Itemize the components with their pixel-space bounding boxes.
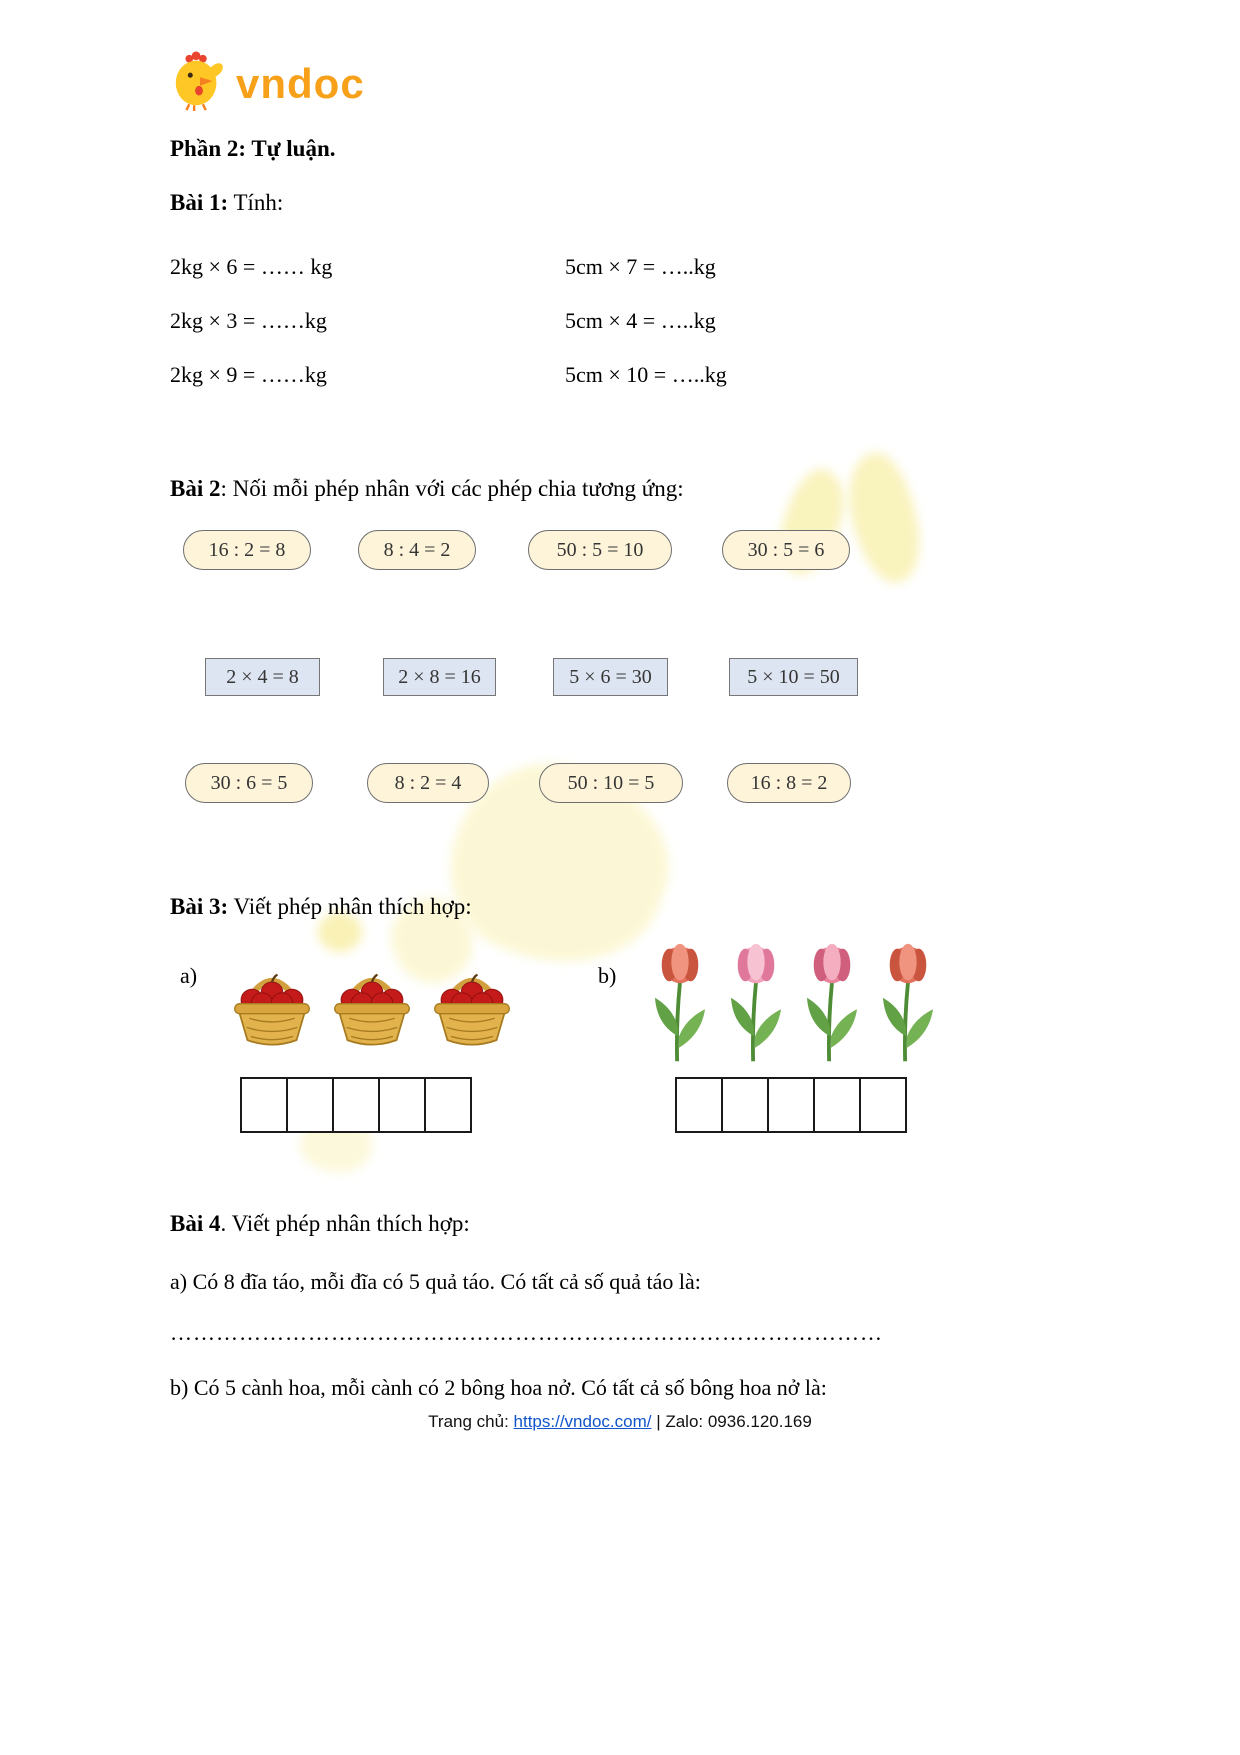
footer-suffix: | Zalo: 0936.120.169 bbox=[651, 1412, 812, 1431]
bai1-heading bbox=[170, 190, 283, 216]
multiplication-box: 2 × 4 = 8 bbox=[205, 658, 320, 696]
equation: 5cm × 7 = …..kg bbox=[565, 254, 716, 279]
division-pill: 8 : 2 = 4 bbox=[367, 763, 489, 803]
bai1-label: Bài 1: bbox=[170, 190, 229, 215]
answer-boxes-a bbox=[240, 1077, 470, 1133]
tulip-icon bbox=[873, 938, 943, 1073]
answer-box bbox=[240, 1077, 288, 1133]
apple-baskets-image bbox=[222, 942, 522, 1065]
bai4-heading bbox=[170, 1211, 470, 1237]
bai3-heading bbox=[170, 894, 472, 920]
answer-boxes-b bbox=[675, 1077, 905, 1133]
division-pill: 50 : 5 = 10 bbox=[528, 530, 672, 570]
answer-box bbox=[286, 1077, 334, 1133]
apple-basket-icon bbox=[422, 942, 522, 1065]
tulip-icon bbox=[797, 938, 867, 1073]
equation: 2kg × 3 = ……kg bbox=[170, 308, 327, 333]
apple-basket-icon bbox=[322, 942, 422, 1065]
division-pill: 8 : 4 = 2 bbox=[358, 530, 476, 570]
bai4-label: Bài 4 bbox=[170, 1211, 221, 1236]
division-pill: 30 : 5 = 6 bbox=[722, 530, 850, 570]
bai2-label: Bài 2 bbox=[170, 476, 221, 501]
item-a-label: a) bbox=[180, 963, 198, 988]
answer-line: ………………………………………………………………………………… bbox=[170, 1320, 883, 1345]
answer-box bbox=[721, 1077, 769, 1133]
section-title: Phần 2: Tự luận. bbox=[170, 136, 336, 161]
vndoc-logo bbox=[168, 50, 365, 117]
answer-box bbox=[859, 1077, 907, 1133]
equation: 2kg × 9 = ……kg bbox=[170, 362, 327, 387]
bai1-title: Tính: bbox=[228, 190, 284, 215]
division-pill: 16 : 2 = 8 bbox=[183, 530, 311, 570]
answer-box bbox=[378, 1077, 426, 1133]
chick-mascot-icon bbox=[168, 50, 230, 117]
footer-prefix: Trang chủ: bbox=[428, 1412, 514, 1431]
bai3-label: Bài 3: bbox=[170, 894, 229, 919]
division-pill: 30 : 6 = 5 bbox=[185, 763, 313, 803]
item-b-label: b) bbox=[598, 963, 617, 988]
tulip-icon bbox=[645, 938, 715, 1073]
equation: 2kg × 6 = …… kg bbox=[170, 254, 333, 279]
answer-box bbox=[767, 1077, 815, 1133]
equation: 5cm × 4 = …..kg bbox=[565, 308, 716, 333]
bai4-question-a: a) Có 8 đĩa táo, mỗi đĩa có 5 quả táo. Có tất cả số quả táo là: bbox=[170, 1269, 701, 1294]
division-pill: 50 : 10 = 5 bbox=[539, 763, 683, 803]
multiplication-box: 5 × 10 = 50 bbox=[729, 658, 858, 696]
bai4-title: . Viết phép nhân thích hợp: bbox=[220, 1211, 470, 1236]
multiplication-box: 5 × 6 = 30 bbox=[553, 658, 668, 696]
answer-box bbox=[675, 1077, 723, 1133]
answer-box bbox=[332, 1077, 380, 1133]
bai3-title: Viết phép nhân thích hợp: bbox=[228, 894, 472, 919]
tulip-icon bbox=[721, 938, 791, 1073]
bai4-question-b: b) Có 5 cành hoa, mỗi cành có 2 bông hoa nở. Có tất cả số bông hoa nở là: bbox=[170, 1375, 827, 1400]
apple-basket-icon bbox=[222, 942, 322, 1065]
page-footer bbox=[0, 1412, 1240, 1432]
footer-link[interactable]: https://vndoc.com/ bbox=[513, 1412, 652, 1431]
equation: 5cm × 10 = …..kg bbox=[565, 362, 727, 387]
answer-box bbox=[813, 1077, 861, 1133]
multiplication-box: 2 × 8 = 16 bbox=[383, 658, 496, 696]
tulip-flowers-image bbox=[645, 938, 943, 1073]
answer-box bbox=[424, 1077, 472, 1133]
bai2-heading bbox=[170, 476, 684, 502]
logo-wordmark: vndoc bbox=[236, 59, 365, 107]
division-pill: 16 : 8 = 2 bbox=[727, 763, 851, 803]
bai2-title: : Nối mỗi phép nhân với các phép chia tương ứng: bbox=[220, 476, 684, 501]
